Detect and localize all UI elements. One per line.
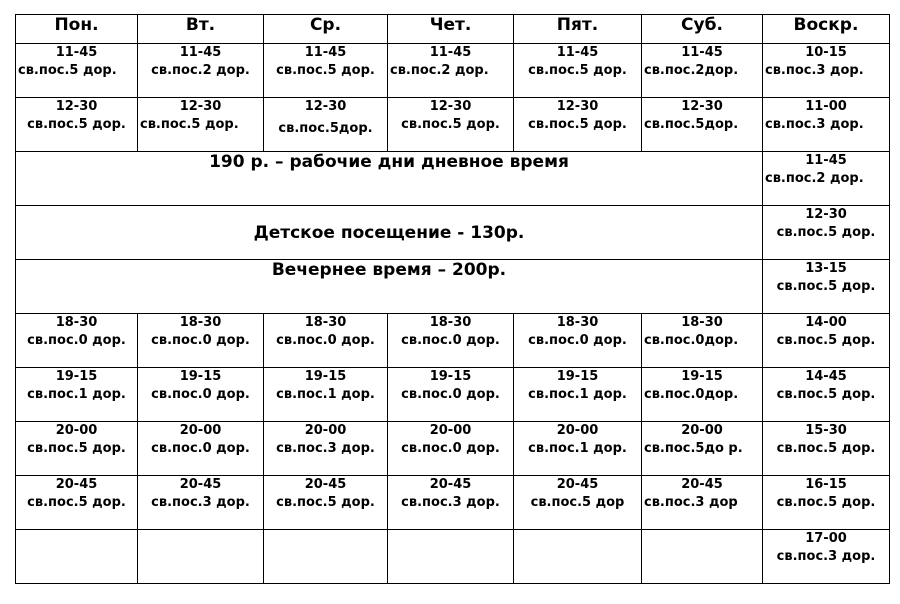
slot-time: 12-30 — [556, 99, 599, 114]
slot-cell — [642, 98, 763, 152]
slot-time: 15-30 — [805, 423, 847, 438]
slot-time: 20-00 — [681, 423, 723, 438]
slot-time: 12-30 — [681, 99, 723, 114]
slot-time: 18-30 — [179, 315, 222, 330]
table-row — [16, 44, 890, 98]
slot-cell — [388, 314, 514, 368]
day-header-sun: Воскр. — [763, 15, 890, 44]
day-header-thu: Чет. — [388, 15, 514, 44]
slot-cell — [388, 476, 514, 530]
slot-time: 19-15 — [429, 369, 472, 384]
slot-places: св.пос.5 дор. — [528, 117, 627, 132]
slot-time: 20-00 — [556, 423, 599, 438]
slot-places: св.пос.2 дор. — [765, 171, 864, 186]
empty-cell — [388, 530, 514, 584]
slot-places: св.пос.2 дор. — [151, 63, 250, 78]
slot-time: 12-30 — [55, 99, 98, 114]
slot-time: 20-45 — [681, 477, 723, 492]
slot-time: 14-45 — [805, 369, 847, 384]
slot-places: св.пос.3 дор. — [765, 117, 864, 132]
slot-places: св.пос.5 дор. — [276, 495, 375, 510]
table-row — [16, 530, 890, 584]
slot-cell — [514, 44, 642, 98]
price-kids: Детское посещение - 130р. — [16, 206, 763, 260]
slot-places: св.пос.0дор. — [644, 387, 739, 402]
slot-time: 13-15 — [805, 261, 847, 276]
slot-places: св.пос.0 дор. — [401, 333, 500, 348]
slot-time: 20-45 — [556, 477, 599, 492]
slot-places: св.пос.5 дор. — [401, 117, 500, 132]
slot-places: св.пос.3 дор. — [765, 63, 864, 78]
slot-places: св.пос.5 дор. — [276, 63, 375, 78]
slot-cell — [264, 44, 388, 98]
empty-cell — [514, 530, 642, 584]
slot-cell — [16, 422, 138, 476]
slot-cell — [388, 422, 514, 476]
slot-cell — [642, 422, 763, 476]
slot-time: 11-00 — [805, 99, 847, 114]
slot-cell — [16, 368, 138, 422]
table-row — [16, 206, 890, 260]
slot-cell — [16, 476, 138, 530]
slot-cell — [138, 422, 264, 476]
slot-time: 19-15 — [556, 369, 599, 384]
slot-time: 11-45 — [681, 45, 723, 60]
slot-cell — [514, 98, 642, 152]
slot-time: 10-15 — [805, 45, 847, 60]
slot-places: св.пос.2 дор. — [390, 63, 489, 78]
slot-places: св.пос.3 дор. — [401, 495, 500, 510]
slot-places: св.пос.5 дор. — [776, 333, 876, 348]
empty-cell — [16, 530, 138, 584]
slot-time: 20-45 — [55, 477, 98, 492]
slot-time: 20-45 — [429, 477, 472, 492]
sunday-slot-cell — [763, 530, 890, 584]
slot-time: 19-15 — [304, 369, 347, 384]
slot-cell — [138, 368, 264, 422]
sunday-slot-cell — [763, 314, 890, 368]
slot-places: св.пос.5 дор. — [776, 279, 876, 294]
slot-cell — [642, 44, 763, 98]
slot-time: 19-15 — [179, 369, 222, 384]
slot-places: св.пос.5 дор. — [18, 63, 117, 78]
slot-places: св.пос.5 дор — [530, 495, 625, 510]
slot-places: св.пос.5 дор. — [27, 495, 126, 510]
slot-time: 20-00 — [55, 423, 98, 438]
day-header-fri: Пят. — [514, 15, 642, 44]
slot-places: св.пос.5 дор. — [776, 441, 876, 456]
slot-places: св.пос.5 дор. — [776, 225, 876, 240]
slot-time: 18-30 — [681, 315, 723, 330]
slot-time: 17-00 — [805, 531, 847, 546]
slot-places: св.пос.0 дор. — [151, 333, 250, 348]
slot-places: св.пос.1 дор. — [528, 441, 627, 456]
slot-places: св.пос.3 дор. — [276, 441, 375, 456]
slot-places: св.пос.5 дор. — [140, 117, 239, 132]
slot-time: 18-30 — [55, 315, 98, 330]
slot-cell — [642, 476, 763, 530]
price-daytime: 190 р. – рабочие дни дневное время — [16, 152, 763, 206]
slot-places: св.пос.3 дор. — [151, 495, 250, 510]
day-header-wed: Ср. — [264, 15, 388, 44]
sunday-slot-cell — [763, 476, 890, 530]
slot-time: 12-30 — [805, 207, 847, 222]
slot-cell — [16, 98, 138, 152]
day-header-mon: Пон. — [16, 15, 138, 44]
slot-cell — [264, 422, 388, 476]
slot-places: св.пос.5дор. — [644, 117, 739, 132]
sunday-slot-cell — [763, 422, 890, 476]
slot-cell — [514, 422, 642, 476]
slot-time: 11-45 — [55, 45, 98, 60]
schedule-table — [15, 14, 890, 584]
slot-time: 12-30 — [429, 99, 472, 114]
sunday-slot-cell — [763, 44, 890, 98]
slot-cell — [514, 314, 642, 368]
slot-places: св.пос.1 дор. — [276, 387, 375, 402]
sunday-slot-cell — [763, 368, 890, 422]
slot-cell — [514, 368, 642, 422]
slot-places: св.пос.0 дор. — [528, 333, 627, 348]
slot-cell — [264, 368, 388, 422]
slot-cell — [138, 44, 264, 98]
empty-cell — [642, 530, 763, 584]
slot-places: св.пос.5 дор. — [27, 441, 126, 456]
empty-cell — [264, 530, 388, 584]
slot-time: 14-00 — [805, 315, 847, 330]
slot-time: 19-15 — [681, 369, 723, 384]
slot-places: св.пос.5 дор. — [528, 63, 627, 78]
header-row — [16, 15, 890, 44]
slot-places: св.пос.2дор. — [644, 63, 739, 78]
slot-time: 18-30 — [556, 315, 599, 330]
slot-time: 11-45 — [556, 45, 599, 60]
slot-cell — [264, 314, 388, 368]
slot-cell — [264, 98, 388, 152]
slot-places: св.пос.1 дор. — [528, 387, 627, 402]
slot-time: 11-45 — [304, 45, 347, 60]
slot-cell — [514, 476, 642, 530]
slot-places: св.пос.5 дор. — [27, 117, 126, 132]
slot-time: 20-45 — [304, 477, 347, 492]
table-row — [16, 368, 890, 422]
price-evening: Вечернее время – 200р. — [16, 260, 763, 314]
slot-time: 18-30 — [429, 315, 472, 330]
slot-places: св.пос.5до р. — [644, 441, 743, 456]
slot-places: св.пос.5 дор. — [776, 495, 876, 510]
slot-places: св.пос.0 дор. — [401, 441, 500, 456]
slot-time: 11-45 — [805, 153, 847, 168]
empty-cell — [138, 530, 264, 584]
slot-places: св.пос.5 дор. — [776, 387, 876, 402]
slot-places: св.пос.3 дор — [644, 495, 738, 510]
slot-time: 11-45 — [179, 45, 222, 60]
slot-time: 12-30 — [179, 99, 222, 114]
slot-time: 11-45 — [429, 45, 472, 60]
slot-cell — [388, 368, 514, 422]
slot-places: св.пос.1 дор. — [27, 387, 126, 402]
slot-places: св.пос.3 дор. — [776, 549, 876, 564]
table-row — [16, 314, 890, 368]
slot-cell — [388, 98, 514, 152]
slot-cell — [264, 476, 388, 530]
day-header-sat: Суб. — [642, 15, 763, 44]
slot-cell — [138, 314, 264, 368]
table-row — [16, 476, 890, 530]
table-row — [16, 422, 890, 476]
slot-places: св.пос.0дор. — [644, 333, 739, 348]
day-header-tue: Вт. — [138, 15, 264, 44]
slot-places: св.пос.0 дор. — [151, 387, 250, 402]
sunday-slot-cell — [763, 206, 890, 260]
slot-time: 20-45 — [179, 477, 222, 492]
slot-time: 20-00 — [304, 423, 347, 438]
slot-cell — [642, 368, 763, 422]
slot-places: св.пос.0 дор. — [151, 441, 250, 456]
slot-cell — [138, 98, 264, 152]
table-row — [16, 260, 890, 314]
slot-places: св.пос.0 дор. — [276, 333, 375, 348]
slot-time: 18-30 — [304, 315, 347, 330]
slot-time: 20-00 — [429, 423, 472, 438]
table-row — [16, 152, 890, 206]
slot-time: 19-15 — [55, 369, 98, 384]
slot-time: 12-30 — [304, 99, 347, 114]
slot-places: св.пос.0 дор. — [401, 387, 500, 402]
slot-cell — [16, 44, 138, 98]
sunday-slot-cell — [763, 98, 890, 152]
slot-cell — [642, 314, 763, 368]
slot-cell — [16, 314, 138, 368]
slot-cell — [138, 476, 264, 530]
slot-time: 16-15 — [805, 477, 847, 492]
sunday-slot-cell — [763, 260, 890, 314]
slot-places: св.пос.5дор. — [278, 121, 373, 136]
slot-time: 20-00 — [179, 423, 222, 438]
table-row — [16, 98, 890, 152]
slot-cell — [388, 44, 514, 98]
slot-places: св.пос.0 дор. — [27, 333, 126, 348]
sunday-slot-cell — [763, 152, 890, 206]
